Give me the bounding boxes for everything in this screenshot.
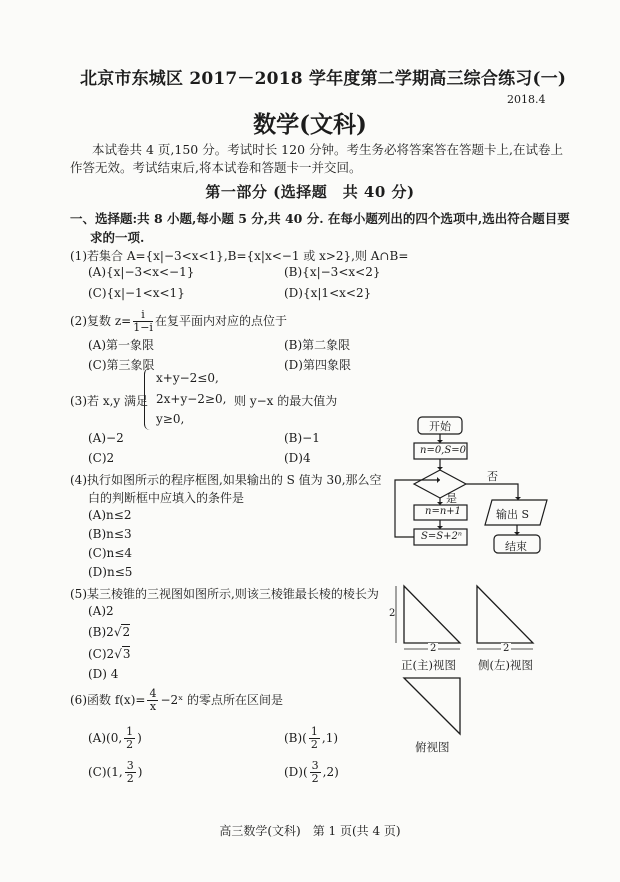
- question-6-option-a-suffix: ): [137, 731, 142, 745]
- question-2-stem: [70, 309, 287, 334]
- question-1-option-b: (B){x|−3<x<2}: [284, 265, 381, 279]
- question-5-stem: (5)某三棱锥的三视图如图所示,则该三棱锥最长棱的棱长为: [70, 587, 379, 601]
- question-3-option-b: (B)−1: [284, 431, 320, 445]
- top-view-triangle: [404, 678, 460, 734]
- question-2-suffix: 在复平面内对应的点位于: [154, 314, 287, 328]
- question-6-option-c-fraction: [125, 760, 136, 785]
- question-2-denominator: 1−i: [133, 321, 153, 334]
- question-6-denominator: x: [149, 700, 157, 713]
- flowchart-step1-label: n=n+1: [425, 506, 462, 517]
- section-instruction-line-2: 求的一项.: [90, 230, 145, 245]
- question-5-option-b-prefix: (B)2: [88, 625, 114, 639]
- question-2-option-d: (D)第四象限: [284, 358, 351, 372]
- flowchart-start-label: 开始: [429, 420, 451, 433]
- question-6-option-d-suffix: ,2): [322, 765, 339, 779]
- question-5-option-c-prefix: (C)2: [88, 647, 115, 661]
- question-6-option-a: [88, 726, 142, 751]
- part-one-title: 第一部分 (选择题 共 40 分): [205, 183, 415, 201]
- exam-date: 2018.4: [507, 93, 546, 106]
- question-6-prefix: (6)函数 f(x)=: [70, 693, 146, 707]
- front-view-width-label: 2: [430, 643, 437, 654]
- question-6-option-d-prefix: (D)(: [284, 765, 308, 779]
- question-6-option-a-prefix: (A)(0,: [88, 731, 123, 745]
- fraction-numerator: 1: [126, 725, 134, 738]
- question-3-option-a: (A)−2: [88, 431, 124, 445]
- flowchart-init-label: n=0,S=0: [420, 445, 466, 456]
- flowchart-no-label: 否: [487, 470, 498, 483]
- question-3-option-d: (D)4: [284, 451, 311, 465]
- flowchart-end-label: 结束: [505, 540, 527, 553]
- question-4-option-b: (B)n≤3: [88, 527, 132, 541]
- fraction-denominator: 2: [310, 738, 318, 751]
- question-2-prefix: (2)复数 z=: [70, 314, 132, 328]
- question-4-stem-line-1: (4)执行如图所示的程序框图,如果输出的 S 值为 30,那么空: [70, 473, 382, 487]
- question-3-constraint-1: x+y−2≤0,: [156, 371, 219, 385]
- side-view-width-label: 2: [503, 643, 510, 654]
- subject-title: 数学(文科): [253, 111, 367, 138]
- instructions-line-2: 作答无效。考试结束后,将本试卷和答题卡一并交回。: [70, 160, 362, 175]
- question-5-option-b-radicand: 2: [122, 625, 131, 639]
- question-6-option-d: [284, 760, 339, 785]
- question-6-numerator: 4: [149, 687, 157, 700]
- question-3-brace: [144, 368, 155, 430]
- question-2-option-c: (C)第三象限: [88, 358, 155, 372]
- fraction-numerator: 3: [126, 759, 134, 772]
- question-4-stem-line-2: 白的判断框中应填入的条件是: [88, 491, 245, 505]
- question-3-prefix: (3)若 x,y 满足: [70, 394, 148, 408]
- arrowhead: [437, 467, 443, 470]
- question-5-option-d: (D) 4: [88, 667, 119, 681]
- question-6-fraction: [147, 688, 158, 713]
- question-2-option-a: (A)第一象限: [88, 338, 155, 352]
- front-view-height-label: 2: [389, 608, 396, 619]
- arrowhead: [437, 477, 440, 483]
- fraction-denominator: 2: [311, 772, 319, 785]
- fraction-numerator: 1: [310, 725, 318, 738]
- question-1-option-d: (D){x|1<x<2}: [284, 286, 372, 300]
- flowchart-decision-diamond: [414, 470, 466, 498]
- question-6-option-b-fraction: [309, 726, 320, 751]
- question-6-option-b-suffix: ,1): [321, 731, 339, 745]
- fraction-denominator: 2: [126, 772, 134, 785]
- question-2-option-b: (B)第二象限: [284, 338, 351, 352]
- question-5-option-b: (B)2√2: [88, 625, 131, 639]
- question-5-option-c-radicand: 3: [122, 647, 131, 661]
- question-1-option-c: (C){x|−1<x<1}: [88, 286, 185, 300]
- question-6-option-c-prefix: (C)(1,: [88, 765, 123, 779]
- question-6-option-d-fraction: [310, 760, 321, 785]
- question-4-option-c: (C)n≤4: [88, 546, 132, 560]
- question-4-option-d: (D)n≤5: [88, 565, 133, 579]
- question-2-fraction: [133, 309, 153, 334]
- top-view-caption: 俯视图: [415, 740, 450, 754]
- front-view-caption: 正(主)视图: [401, 658, 456, 672]
- question-2-numerator: i: [133, 309, 153, 322]
- flowchart-yes-label: 是: [446, 492, 457, 505]
- question-4-option-a: (A)n≤2: [88, 508, 132, 522]
- instructions-line-1: 本试卷共 4 页,150 分。考试时长 120 分钟。考生务必将答案答在答题卡上,在试卷上: [92, 142, 563, 157]
- question-6-option-b: [284, 726, 338, 751]
- arrowhead: [437, 440, 443, 443]
- question-6-suffix: −2ˣ 的零点所在区间是: [160, 693, 284, 707]
- exam-title: 北京市东城区 2017－2018 学年度第二学期高三综合练习(一): [80, 69, 567, 89]
- arrowhead: [437, 526, 443, 529]
- question-3-option-c: (C)2: [88, 451, 115, 465]
- side-view-caption: 侧(左)视图: [478, 658, 533, 672]
- question-3-constraint-3: y≥0,: [156, 412, 185, 426]
- question-6-option-b-prefix: (B)(: [284, 731, 307, 745]
- fraction-denominator: 2: [126, 738, 134, 751]
- question-3-suffix: 则 y−x 的最大值为: [234, 394, 338, 408]
- question-6-option-c: [88, 760, 142, 785]
- arrowhead: [514, 532, 520, 535]
- side-view-triangle: [477, 586, 533, 643]
- question-1-stem: (1)若集合 A={x|−3<x<1},B={x|x<−1 或 x>2},则 A∩B=: [70, 249, 409, 263]
- question-5-option-a: (A)2: [88, 604, 114, 618]
- section-instruction-line-1: 一、选择题:共 8 小题,每小题 5 分,共 40 分. 在每小题列出的四个选项中,选出符合题目要: [70, 211, 570, 226]
- question-3-constraint-2: 2x+y−2≥0,: [156, 392, 227, 406]
- page-footer: 高三数学(文科) 第 1 页(共 4 页): [219, 824, 401, 838]
- question-1-option-a: (A){x|−3<x<−1}: [88, 265, 195, 279]
- flowchart-no-branch: [466, 484, 518, 500]
- question-6-option-a-fraction: [124, 726, 135, 751]
- question-6-stem: [70, 688, 283, 713]
- front-view-triangle: [404, 586, 460, 643]
- arrowhead: [437, 502, 443, 505]
- flowchart-output-label: 输出 S: [496, 508, 530, 521]
- fraction-numerator: 3: [311, 759, 319, 772]
- question-6-option-c-suffix: ): [137, 765, 143, 779]
- flowchart-step2-label: S=S+2ⁿ: [421, 531, 462, 542]
- question-5-option-c: (C)2√3: [88, 647, 131, 661]
- arrowhead: [515, 497, 521, 500]
